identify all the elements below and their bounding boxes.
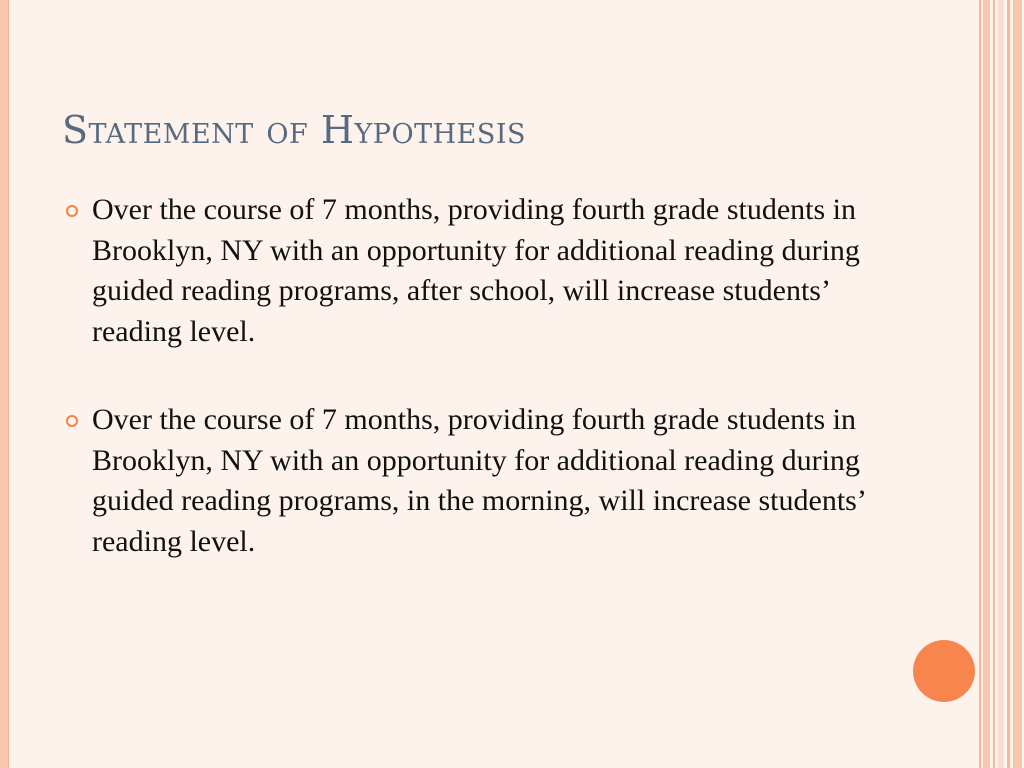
left-border-stripe — [0, 0, 8, 768]
right-border-stripe-3 — [993, 0, 995, 768]
right-border-stripe-1 — [979, 0, 981, 768]
right-border-stripe-5 — [1007, 0, 1010, 768]
bullet-item — [62, 190, 882, 352]
bullet-item — [62, 400, 882, 562]
bullet-list — [62, 190, 882, 610]
slide-title: Statement of Hypothesis — [62, 108, 527, 152]
right-border-stripe-4 — [998, 0, 1004, 768]
right-border-stripe-2 — [983, 0, 990, 768]
bullet-circle-icon — [66, 415, 78, 427]
bullet-circle-icon — [66, 205, 78, 217]
decorative-circle — [913, 640, 975, 702]
bullet-text: Over the course of 7 months, providing fourth grade students in Brooklyn, NY with an opportunity for additional reading during guided reading programs, after school, will increase students’ reading level. — [92, 193, 860, 348]
bullet-text: Over the course of 7 months, providing fourth grade students in Brooklyn, NY with an opportunity for additional reading during guided reading programs, in the morning, will increase students’ reading level. — [92, 403, 865, 558]
left-border-line — [8, 0, 9, 768]
right-border-stripe-6 — [1013, 0, 1022, 768]
